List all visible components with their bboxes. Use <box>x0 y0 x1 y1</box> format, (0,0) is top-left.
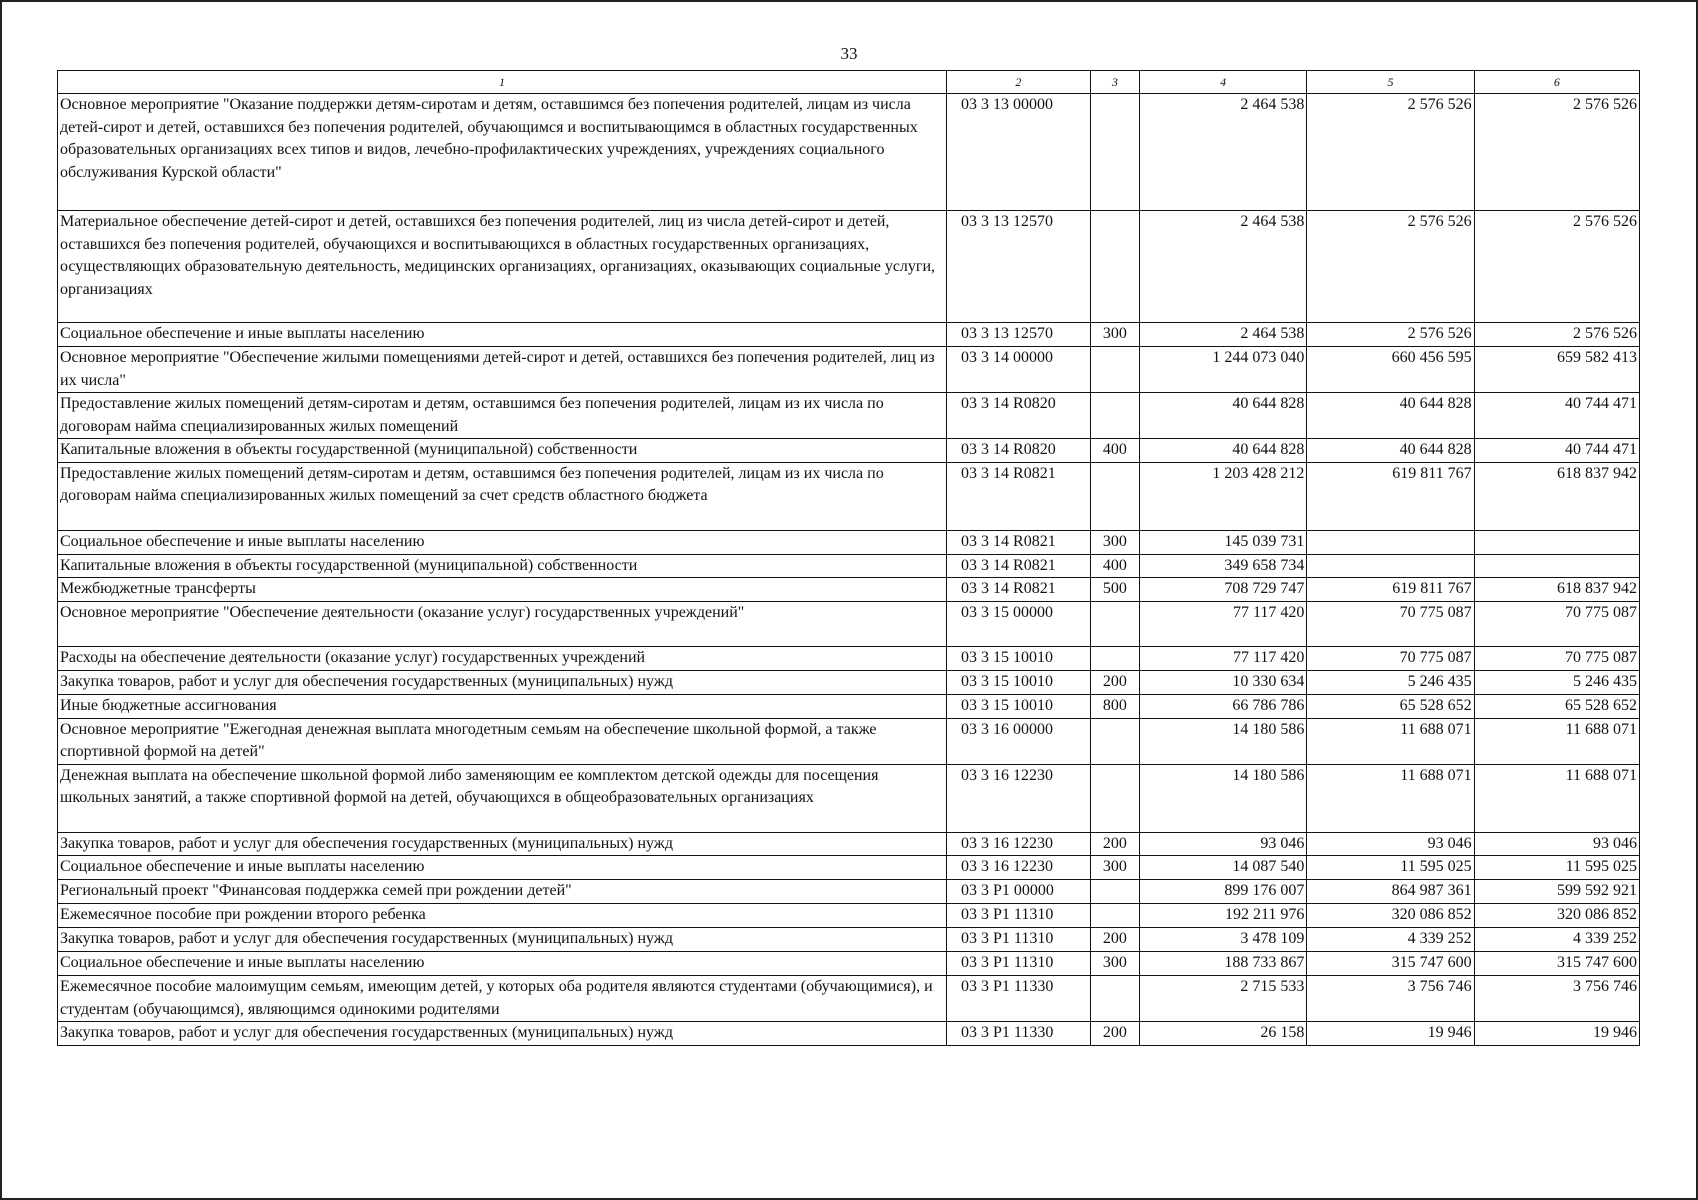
table-row <box>58 718 1640 764</box>
row-code-cell: 03 3 16 12230 <box>947 856 1091 880</box>
row-value-col6: 2 576 526 <box>1474 94 1639 211</box>
row-value-col6: 3 756 746 <box>1474 976 1639 1022</box>
row-value-col5: 70 775 087 <box>1307 647 1474 671</box>
row-value-col5: 40 644 828 <box>1307 439 1474 463</box>
row-code-cell: 03 3 14 00000 <box>947 347 1091 393</box>
row-code-cell: 03 3 P1 00000 <box>947 880 1091 904</box>
row-value-col4: 26 158 <box>1140 1022 1307 1046</box>
row-value-col5: 619 811 767 <box>1307 462 1474 530</box>
column-header-2: 2 <box>947 71 1091 94</box>
row-value-col4: 66 786 786 <box>1140 695 1307 719</box>
row-type-cell: 300 <box>1090 856 1139 880</box>
row-name-cell: Основное мероприятие "Обеспечение жилыми помещениями детей-сирот и детей, оставшихся без попечения родителей, лиц из их числа" <box>58 347 947 393</box>
row-name-cell: Основное мероприятие "Оказание поддержки детям-сиротам и детям, оставшимся без попечения родителей, лицам из числа детей-сирот и детей, оставшихся без попечения родителей, обучающимся и воспитывающимся в областных государственных образовательных организациях всех типов и видов, лечебно-профилактических учреждениях, учреждениях социального обслуживания Курской области" <box>58 94 947 211</box>
row-value-col4: 77 117 420 <box>1140 647 1307 671</box>
table-row <box>58 928 1640 952</box>
row-type-cell <box>1090 647 1139 671</box>
row-code-cell: 03 3 14 R0821 <box>947 530 1091 554</box>
row-code-cell: 03 3 P1 11330 <box>947 976 1091 1022</box>
table-row <box>58 578 1640 602</box>
row-value-col5: 2 576 526 <box>1307 211 1474 323</box>
table-row <box>58 647 1640 671</box>
table-row <box>58 880 1640 904</box>
row-name-cell: Социальное обеспечение и иные выплаты населению <box>58 323 947 347</box>
row-type-cell: 800 <box>1090 695 1139 719</box>
table-row <box>58 976 1640 1022</box>
row-code-cell: 03 3 14 R0820 <box>947 393 1091 439</box>
row-value-col6: 70 775 087 <box>1474 602 1639 647</box>
row-value-col4: 10 330 634 <box>1140 671 1307 695</box>
row-value-col4: 14 180 586 <box>1140 764 1307 832</box>
row-name-cell: Закупка товаров, работ и услуг для обеспечения государственных (муниципальных) нужд <box>58 1022 947 1046</box>
row-value-col5: 2 576 526 <box>1307 323 1474 347</box>
row-name-cell: Предоставление жилых помещений детям-сиротам и детям, оставшимся без попечения родителей, лицам из их числа по договорам найма специализированных жилых помещений за счет средств областного бюджета <box>58 462 947 530</box>
row-value-col6 <box>1474 530 1639 554</box>
row-code-cell: 03 3 14 R0821 <box>947 554 1091 578</box>
table-row <box>58 94 1640 211</box>
row-code-cell: 03 3 13 12570 <box>947 211 1091 323</box>
row-type-cell <box>1090 880 1139 904</box>
row-value-col5: 65 528 652 <box>1307 695 1474 719</box>
row-type-cell <box>1090 904 1139 928</box>
row-name-cell: Предоставление жилых помещений детям-сиротам и детям, оставшимся без попечения родителей, лицам из их числа по договорам найма специализированных жилых помещений <box>58 393 947 439</box>
table-row <box>58 439 1640 463</box>
row-value-col6: 618 837 942 <box>1474 578 1639 602</box>
row-value-col6: 599 592 921 <box>1474 880 1639 904</box>
row-type-cell: 200 <box>1090 671 1139 695</box>
table-row <box>58 347 1640 393</box>
row-type-cell: 400 <box>1090 439 1139 463</box>
row-name-cell: Основное мероприятие "Обеспечение деятельности (оказание услуг) государственных учреждений" <box>58 602 947 647</box>
table-row <box>58 832 1640 856</box>
row-value-col5: 70 775 087 <box>1307 602 1474 647</box>
row-value-col5: 619 811 767 <box>1307 578 1474 602</box>
row-code-cell: 03 3 P1 11330 <box>947 1022 1091 1046</box>
table-row <box>58 1022 1640 1046</box>
row-code-cell: 03 3 13 00000 <box>947 94 1091 211</box>
row-value-col4: 708 729 747 <box>1140 578 1307 602</box>
row-type-cell <box>1090 462 1139 530</box>
row-type-cell: 500 <box>1090 578 1139 602</box>
row-name-cell: Ежемесячное пособие при рождении второго ребенка <box>58 904 947 928</box>
row-value-col5: 11 688 071 <box>1307 764 1474 832</box>
row-value-col6: 5 246 435 <box>1474 671 1639 695</box>
row-value-col4: 192 211 976 <box>1140 904 1307 928</box>
row-value-col6: 19 946 <box>1474 1022 1639 1046</box>
row-value-col4: 145 039 731 <box>1140 530 1307 554</box>
row-type-cell <box>1090 94 1139 211</box>
row-type-cell <box>1090 393 1139 439</box>
row-value-col5: 2 576 526 <box>1307 94 1474 211</box>
row-value-col5: 4 339 252 <box>1307 928 1474 952</box>
row-code-cell: 03 3 14 R0821 <box>947 462 1091 530</box>
row-value-col6: 11 595 025 <box>1474 856 1639 880</box>
row-value-col4: 1 203 428 212 <box>1140 462 1307 530</box>
row-code-cell: 03 3 14 R0820 <box>947 439 1091 463</box>
row-code-cell: 03 3 P1 11310 <box>947 952 1091 976</box>
row-value-col5: 660 456 595 <box>1307 347 1474 393</box>
table-row <box>58 904 1640 928</box>
row-type-cell <box>1090 211 1139 323</box>
row-value-col5: 11 595 025 <box>1307 856 1474 880</box>
row-value-col4: 3 478 109 <box>1140 928 1307 952</box>
table-row <box>58 952 1640 976</box>
page-number: 33 <box>840 44 858 63</box>
row-type-cell: 200 <box>1090 1022 1139 1046</box>
row-name-cell: Межбюджетные трансферты <box>58 578 947 602</box>
row-value-col4: 77 117 420 <box>1140 602 1307 647</box>
row-code-cell: 03 3 15 10010 <box>947 647 1091 671</box>
row-value-col6: 2 576 526 <box>1474 323 1639 347</box>
row-name-cell: Социальное обеспечение и иные выплаты населению <box>58 952 947 976</box>
row-name-cell: Капитальные вложения в объекты государственной (муниципальной) собственности <box>58 554 947 578</box>
table-row <box>58 764 1640 832</box>
row-code-cell: 03 3 16 12230 <box>947 832 1091 856</box>
column-header-3: 3 <box>1090 71 1139 94</box>
row-name-cell: Расходы на обеспечение деятельности (оказание услуг) государственных учреждений <box>58 647 947 671</box>
row-name-cell: Денежная выплата на обеспечение школьной формой либо заменяющим ее комплектом детской одежды для посещения школьных занятий, а также спортивной формой на детей, обучающихся в общеобразовательных организациях <box>58 764 947 832</box>
table-body <box>58 94 1640 1046</box>
row-name-cell: Региональный проект "Финансовая поддержка семей при рождении детей" <box>58 880 947 904</box>
row-value-col5: 3 756 746 <box>1307 976 1474 1022</box>
column-header-1: 1 <box>58 71 947 94</box>
row-value-col5: 864 987 361 <box>1307 880 1474 904</box>
row-type-cell: 200 <box>1090 928 1139 952</box>
row-value-col5 <box>1307 554 1474 578</box>
row-name-cell: Капитальные вложения в объекты государственной (муниципальной) собственности <box>58 439 947 463</box>
row-type-cell <box>1090 718 1139 764</box>
row-type-cell: 400 <box>1090 554 1139 578</box>
row-value-col5: 315 747 600 <box>1307 952 1474 976</box>
row-value-col6: 315 747 600 <box>1474 952 1639 976</box>
budget-table <box>57 70 1640 1046</box>
row-value-col6: 65 528 652 <box>1474 695 1639 719</box>
row-name-cell: Основное мероприятие "Ежегодная денежная выплата многодетным семьям на обеспечение школьной формой, а также спортивной формой на детей" <box>58 718 947 764</box>
row-value-col6: 4 339 252 <box>1474 928 1639 952</box>
row-type-cell <box>1090 347 1139 393</box>
row-value-col4: 14 180 586 <box>1140 718 1307 764</box>
row-value-col6: 93 046 <box>1474 832 1639 856</box>
row-value-col6: 320 086 852 <box>1474 904 1639 928</box>
table-row <box>58 671 1640 695</box>
table-row <box>58 856 1640 880</box>
row-type-cell <box>1090 976 1139 1022</box>
table-row <box>58 393 1640 439</box>
row-value-col5: 5 246 435 <box>1307 671 1474 695</box>
row-type-cell: 200 <box>1090 832 1139 856</box>
row-type-cell: 300 <box>1090 530 1139 554</box>
left-border-line <box>0 0 2 1200</box>
row-value-col5: 320 086 852 <box>1307 904 1474 928</box>
row-value-col6: 40 744 471 <box>1474 439 1639 463</box>
row-value-col6: 618 837 942 <box>1474 462 1639 530</box>
table-row <box>58 530 1640 554</box>
row-value-col4: 2 464 538 <box>1140 323 1307 347</box>
row-value-col6: 11 688 071 <box>1474 718 1639 764</box>
row-code-cell: 03 3 15 10010 <box>947 695 1091 719</box>
row-value-col4: 899 176 007 <box>1140 880 1307 904</box>
row-name-cell: Материальное обеспечение детей-сирот и детей, оставшихся без попечения родителей, лиц из числа детей-сирот и детей, оставшихся без попечения родителей, обучающихся и воспитывающихся в областных государственных организациях, осуществляющих образовательную деятельность, медицинских организациях, организациях, оказывающих социальные услуги, организациях <box>58 211 947 323</box>
table-row <box>58 554 1640 578</box>
row-value-col4: 40 644 828 <box>1140 393 1307 439</box>
row-value-col4: 2 464 538 <box>1140 211 1307 323</box>
table-row <box>58 211 1640 323</box>
row-type-cell: 300 <box>1090 952 1139 976</box>
table-row <box>58 323 1640 347</box>
row-code-cell: 03 3 P1 11310 <box>947 928 1091 952</box>
row-value-col4: 1 244 073 040 <box>1140 347 1307 393</box>
table-row <box>58 602 1640 647</box>
row-value-col6: 40 744 471 <box>1474 393 1639 439</box>
row-value-col4: 40 644 828 <box>1140 439 1307 463</box>
row-type-cell: 300 <box>1090 323 1139 347</box>
row-value-col4: 188 733 867 <box>1140 952 1307 976</box>
row-value-col5: 11 688 071 <box>1307 718 1474 764</box>
row-name-cell: Ежемесячное пособие малоимущим семьям, имеющим детей, у которых оба родителя являются студентами (обучающимися), и студентам (обучающимся), являющимся одинокими родителями <box>58 976 947 1022</box>
row-name-cell: Закупка товаров, работ и услуг для обеспечения государственных (муниципальных) нужд <box>58 671 947 695</box>
row-value-col6: 11 688 071 <box>1474 764 1639 832</box>
row-code-cell: 03 3 15 10010 <box>947 671 1091 695</box>
top-border-line <box>0 0 1698 2</box>
table-row <box>58 462 1640 530</box>
row-value-col4: 14 087 540 <box>1140 856 1307 880</box>
row-value-col4: 2 715 533 <box>1140 976 1307 1022</box>
row-name-cell: Закупка товаров, работ и услуг для обеспечения государственных (муниципальных) нужд <box>58 928 947 952</box>
row-name-cell: Социальное обеспечение и иные выплаты населению <box>58 530 947 554</box>
row-type-cell <box>1090 764 1139 832</box>
table-row <box>58 695 1640 719</box>
row-code-cell: 03 3 13 12570 <box>947 323 1091 347</box>
column-header-6: 6 <box>1474 71 1639 94</box>
row-value-col6: 659 582 413 <box>1474 347 1639 393</box>
row-code-cell: 03 3 P1 11310 <box>947 904 1091 928</box>
row-code-cell: 03 3 16 12230 <box>947 764 1091 832</box>
row-code-cell: 03 3 15 00000 <box>947 602 1091 647</box>
row-value-col4: 93 046 <box>1140 832 1307 856</box>
row-value-col6: 70 775 087 <box>1474 647 1639 671</box>
row-value-col5: 40 644 828 <box>1307 393 1474 439</box>
row-code-cell: 03 3 14 R0821 <box>947 578 1091 602</box>
row-type-cell <box>1090 602 1139 647</box>
column-header-5: 5 <box>1307 71 1474 94</box>
row-name-cell: Иные бюджетные ассигнования <box>58 695 947 719</box>
row-name-cell: Закупка товаров, работ и услуг для обеспечения государственных (муниципальных) нужд <box>58 832 947 856</box>
table-header-row <box>58 71 1640 94</box>
row-code-cell: 03 3 16 00000 <box>947 718 1091 764</box>
row-value-col5: 93 046 <box>1307 832 1474 856</box>
row-value-col6: 2 576 526 <box>1474 211 1639 323</box>
row-name-cell: Социальное обеспечение и иные выплаты населению <box>58 856 947 880</box>
row-value-col4: 2 464 538 <box>1140 94 1307 211</box>
column-header-4: 4 <box>1140 71 1307 94</box>
row-value-col6 <box>1474 554 1639 578</box>
row-value-col5: 19 946 <box>1307 1022 1474 1046</box>
row-value-col5 <box>1307 530 1474 554</box>
row-value-col4: 349 658 734 <box>1140 554 1307 578</box>
